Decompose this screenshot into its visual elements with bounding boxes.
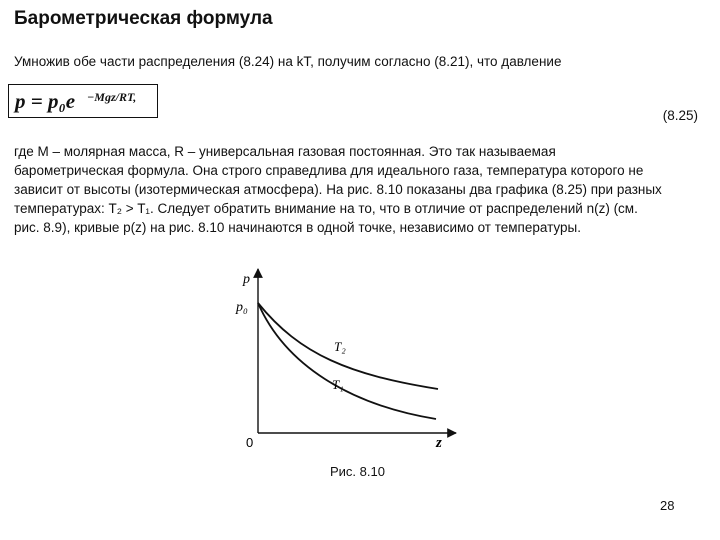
paragraph-line: рис. 8.9), кривые p(z) на рис. 8.10 начинаются в одной точке, независимо от температуры.: [14, 220, 581, 235]
paragraph-line: где M – молярная масса, R – универсальная газовая постоянная. Это так называемая: [14, 144, 556, 159]
paragraph: [14, 142, 698, 237]
paragraph-line: температурах: T₂ > T₁. Следует обратить внимание на то, что в отличие от распределений n(z) (см.: [14, 201, 638, 216]
curve-t1: [258, 303, 436, 419]
p0-label: p₀: [236, 300, 248, 315]
origin-label: 0: [246, 435, 254, 450]
page-number: 28: [660, 498, 675, 513]
paragraph-line: зависит от высоты (изотермическая атмосфера). На рис. 8.10 показаны два графика (8.25) при разных: [14, 182, 662, 197]
formula-exponent: [87, 90, 136, 105]
page-title: Барометрическая формула: [14, 8, 273, 29]
equation-number: (8.25): [662, 108, 698, 123]
formula-lhs: p = p₀e: [15, 89, 76, 113]
formula-trail: ,: [133, 90, 137, 104]
intro-text: Умножив обе части распределения (8.24) на kT, получим согласно (8.21), что давление: [14, 54, 562, 69]
figure-caption: Рис. 8.10: [330, 464, 385, 479]
paragraph-line: барометрическая формула. Она строго справедлива для идеального газа, температура которого не: [14, 163, 644, 178]
formula-box: [8, 84, 158, 118]
y-axis-label: p: [243, 272, 250, 287]
pressure-height-figure: [230, 265, 470, 455]
curve-t1-label: T₁: [332, 377, 344, 392]
x-axis-label: z: [436, 435, 442, 451]
formula-exponent-text: −Mgz/RT: [87, 90, 134, 104]
curve-t2-label: T₂: [334, 339, 346, 354]
